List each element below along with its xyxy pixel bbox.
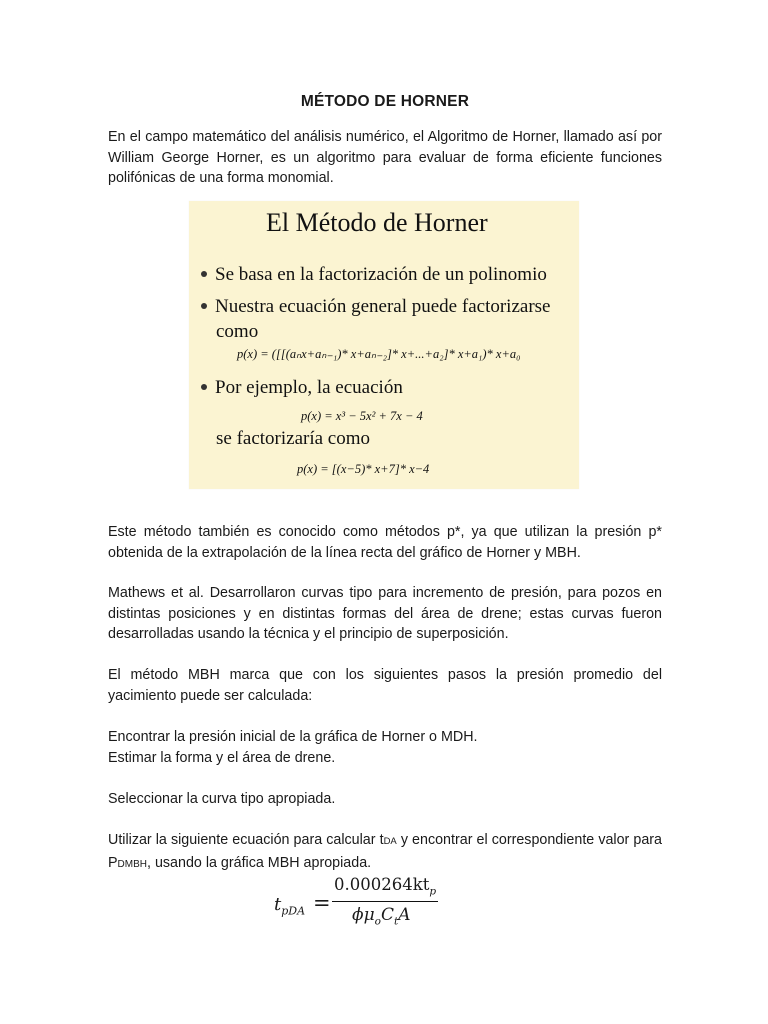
pdmbh-subscript: DMBH [117, 858, 147, 870]
slide-bullet-1-text: Se basa en la factorización de un polinomio [215, 264, 547, 285]
den-part-1: ϕμ [352, 905, 375, 925]
den-part-3: A [398, 905, 411, 925]
page-title: MÉTODO DE HORNER [300, 93, 470, 110]
slide-title: El Método de Horner [266, 208, 488, 237]
formula-equals: = [313, 891, 331, 915]
factored-equation: p(x) = [(x−5)* x+7]* x−4 [297, 462, 430, 476]
slide-bullet-3-text: Por ejemplo, la ecuación [215, 377, 403, 398]
slide-bullet-3 [201, 377, 403, 399]
slide-factor-text: se factorizaría como [216, 428, 371, 449]
tpda-formula [274, 875, 474, 934]
slide-bullet-1 [201, 264, 547, 286]
den-sub-2: t [393, 915, 399, 928]
paragraph-mbh: El método MBH marca que con los siguientes pasos la presión promedio del yacimiento puede ser calculada: [108, 667, 662, 704]
bullet-dot-icon [201, 384, 207, 390]
formula-numerator [334, 875, 436, 897]
slide-bullet-2 [201, 296, 550, 318]
paragraph-mathews: Mathews et al. Desarrollaron curvas tipo para incremento de presión, para pozos en distintas posiciones y en distintas formas del área de drene; estas curvas fueron desarrolladas usando la técnica y el principio de superposición. [108, 585, 662, 643]
formula-lhs-var: t [274, 894, 282, 915]
paragraph-p-star: Este método también es conocido como métodos p*, ya que utilizan la presión p* obtenida de la extrapolación de la línea recta del gráfico de Horner y MBH. [108, 524, 662, 561]
den-sub-1: o [374, 915, 381, 928]
numerator-sub: p [429, 885, 437, 898]
den-part-2: C [380, 905, 394, 925]
para5-text-c: , usando la gráfica MBH apropiada. [147, 854, 372, 871]
formula-denominator [352, 905, 411, 927]
para5-text-a: Utilizar la siguiente ecuación para calcular t [108, 832, 384, 848]
paragraph-equation-intro [108, 830, 662, 875]
bullet-dot-icon [201, 303, 207, 309]
example-equation: p(x) = x³ − 5x² + 7x − 4 [301, 409, 423, 423]
bullet-dot-icon [201, 271, 207, 277]
step-3: Seleccionar la curva tipo apropiada. [108, 791, 336, 807]
slide-bullet-2-text: Nuestra ecuación general puede factorizarse [215, 296, 551, 317]
numerator-text: 0.000264kt [334, 875, 430, 894]
general-equation: p(x) = ([[(aₙx+aₙ₋₁)* x+aₙ₋₂]* x+...+a₂]* x+a₁)* x+a₀ [237, 347, 521, 361]
fraction-bar [332, 901, 438, 902]
formula-lhs [274, 894, 305, 918]
tda-subscript: DA [383, 836, 397, 847]
slide-bullet-2-continuation: como [216, 321, 259, 342]
formula-lhs-sub: pDA [281, 904, 306, 918]
para5-text-b: y encontrar el correspondiente valor para P [108, 832, 662, 871]
step-2: Estimar la forma y el área de drene. [108, 750, 336, 766]
intro-paragraph: En el campo matemático del análisis numérico, el Algoritmo de Horner, llamado así por William George Horner, es un algoritmo para evaluar de forma eficiente funciones polifónicas de una forma monomial. [108, 129, 662, 187]
step-1: Encontrar la presión inicial de la gráfica de Horner o MDH. [108, 729, 478, 745]
horner-slide-image [189, 201, 579, 489]
